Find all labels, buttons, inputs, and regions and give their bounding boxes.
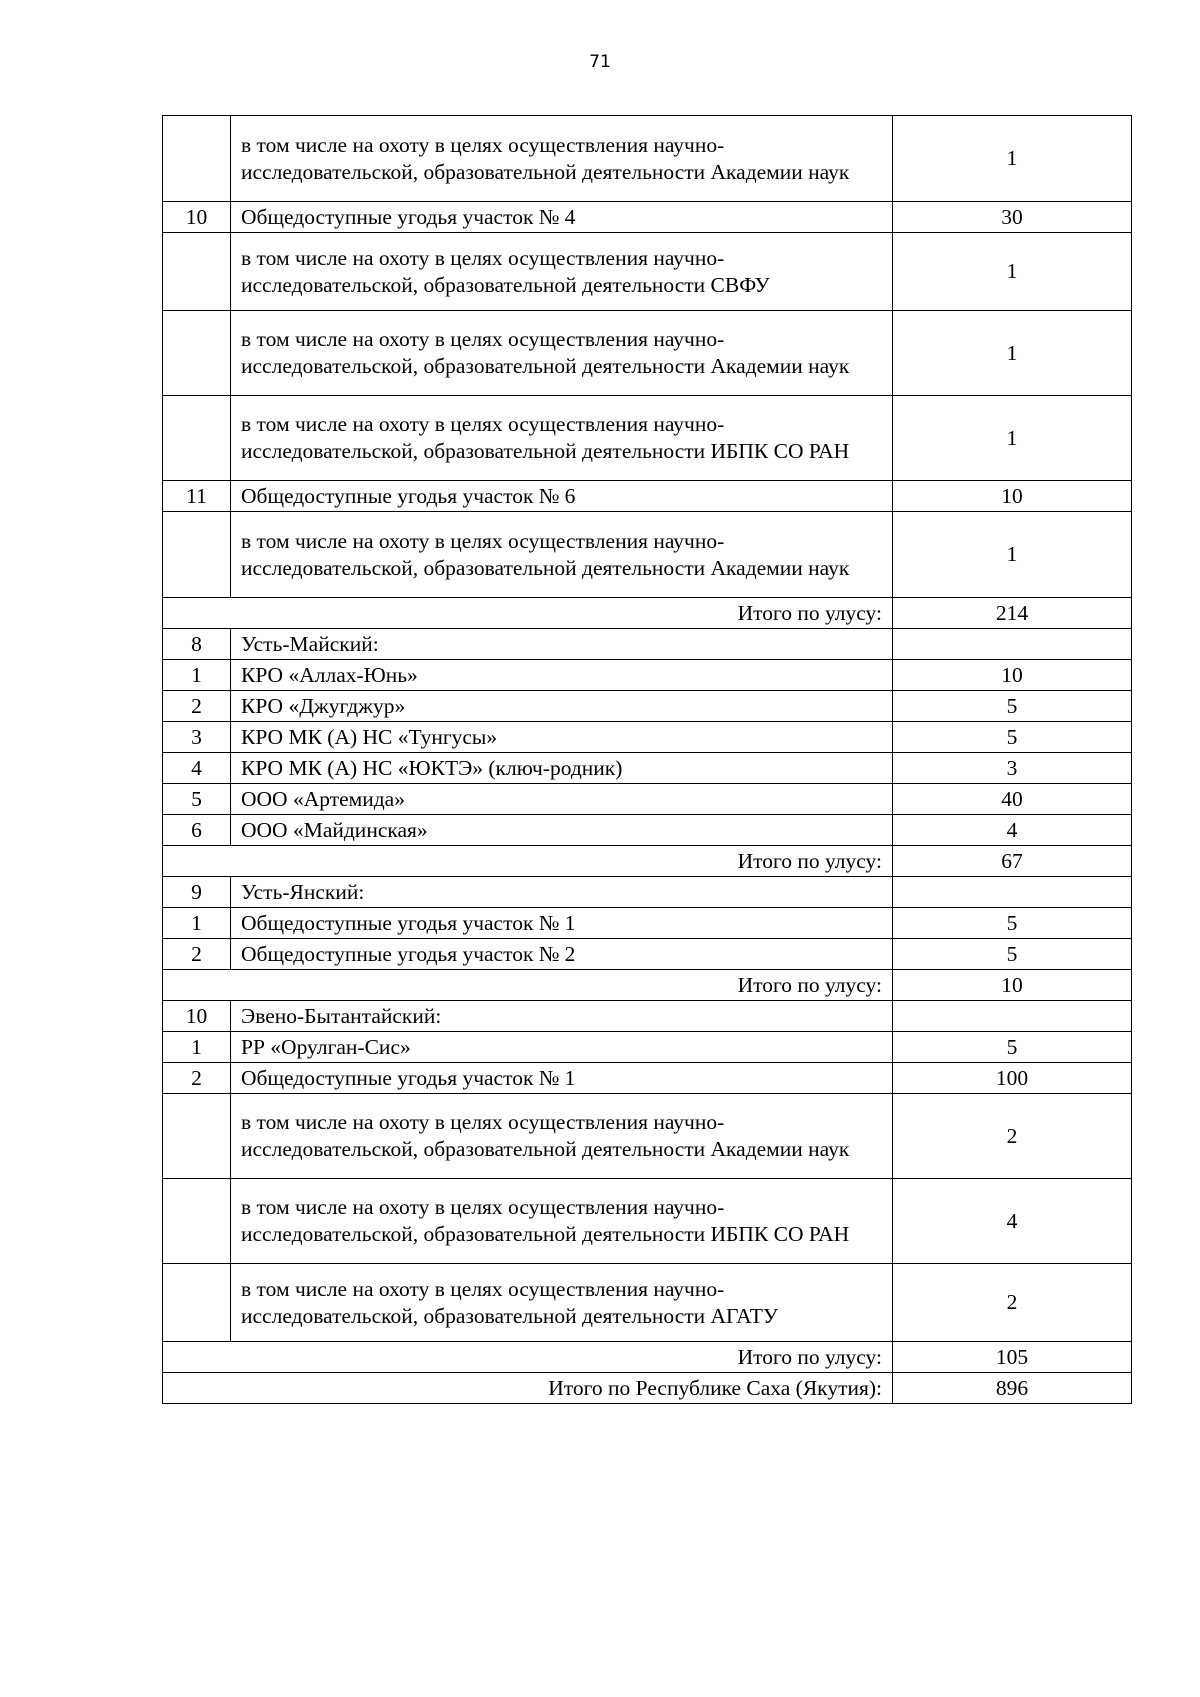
table-row	[163, 1001, 1132, 1032]
total-label: Итого по улусу:	[163, 1342, 893, 1373]
row-value: 5	[893, 722, 1132, 753]
row-number: 4	[163, 753, 231, 784]
row-number	[163, 1094, 231, 1179]
row-name: Общедоступные угодья участок № 6	[231, 481, 893, 512]
total-value: 105	[893, 1342, 1132, 1373]
row-number: 10	[163, 202, 231, 233]
page-number: 71	[589, 52, 611, 72]
row-value: 30	[893, 202, 1132, 233]
row-value: 1	[893, 116, 1132, 202]
row-name: в том числе на охоту в целях осуществления научно-исследовательской, образовательной деятельности Академии наук	[231, 512, 893, 598]
row-name: в том числе на охоту в целях осуществления научно-исследовательской, образовательной деятельности СВФУ	[231, 233, 893, 311]
total-value: 67	[893, 846, 1132, 877]
table-row	[163, 877, 1132, 908]
table-row	[163, 691, 1132, 722]
row-name: КРО «Аллах-Юнь»	[231, 660, 893, 691]
table-row	[163, 722, 1132, 753]
table-row	[163, 512, 1132, 598]
table-row	[163, 939, 1132, 970]
row-name: в том числе на охоту в целях осуществления научно-исследовательской, образовательной деятельности Академии наук	[231, 1094, 893, 1179]
row-number	[163, 512, 231, 598]
row-number	[163, 233, 231, 311]
row-number: 6	[163, 815, 231, 846]
row-value: 4	[893, 815, 1132, 846]
row-name: Усть-Майский:	[231, 629, 893, 660]
row-number: 5	[163, 784, 231, 815]
total-row	[163, 598, 1132, 629]
table-row	[163, 1094, 1132, 1179]
row-name: в том числе на охоту в целях осуществления научно-исследовательской, образовательной деятельности ИБПК СО РАН	[231, 1179, 893, 1264]
row-number	[163, 1264, 231, 1342]
row-value: 4	[893, 1179, 1132, 1264]
row-name: в том числе на охоту в целях осуществления научно-исследовательской, образовательной деятельности Академии наук	[231, 116, 893, 202]
total-row	[163, 846, 1132, 877]
row-value: 5	[893, 691, 1132, 722]
row-name: РР «Орулган-Сис»	[231, 1032, 893, 1063]
table-row	[163, 629, 1132, 660]
table-body	[163, 116, 1132, 1404]
table-row	[163, 1032, 1132, 1063]
row-name: Общедоступные угодья участок № 2	[231, 939, 893, 970]
table-row	[163, 116, 1132, 202]
row-number: 1	[163, 660, 231, 691]
total-value: 896	[893, 1373, 1132, 1404]
table-row	[163, 753, 1132, 784]
table-row	[163, 1179, 1132, 1264]
row-value: 1	[893, 311, 1132, 396]
row-number	[163, 311, 231, 396]
row-number: 2	[163, 691, 231, 722]
row-name: ООО «Артемида»	[231, 784, 893, 815]
total-value: 214	[893, 598, 1132, 629]
row-name: Эвено-Бытантайский:	[231, 1001, 893, 1032]
table-row	[163, 202, 1132, 233]
table-row	[163, 660, 1132, 691]
row-value: 40	[893, 784, 1132, 815]
total-label: Итого по улусу:	[163, 846, 893, 877]
table-row	[163, 396, 1132, 481]
row-name: в том числе на охоту в целях осуществления научно-исследовательской, образовательной деятельности ИБПК СО РАН	[231, 396, 893, 481]
row-value: 1	[893, 512, 1132, 598]
row-name: Усть-Янский:	[231, 877, 893, 908]
table-row	[163, 233, 1132, 311]
row-number: 2	[163, 939, 231, 970]
row-value: 10	[893, 481, 1132, 512]
row-value: 5	[893, 1032, 1132, 1063]
row-name: Общедоступные угодья участок № 4	[231, 202, 893, 233]
total-row	[163, 1342, 1132, 1373]
row-number: 9	[163, 877, 231, 908]
total-label: Итого по Республике Саха (Якутия):	[163, 1373, 893, 1404]
row-name: КРО МК (А) НС «ЮКТЭ» (ключ-родник)	[231, 753, 893, 784]
row-name: КРО МК (А) НС «Тунгусы»	[231, 722, 893, 753]
row-value: 5	[893, 908, 1132, 939]
row-value: 1	[893, 233, 1132, 311]
row-value: 10	[893, 660, 1132, 691]
table-row	[163, 908, 1132, 939]
row-number: 11	[163, 481, 231, 512]
table-row	[163, 311, 1132, 396]
row-number	[163, 1179, 231, 1264]
row-value: 3	[893, 753, 1132, 784]
table-row	[163, 1264, 1132, 1342]
row-value	[893, 629, 1132, 660]
row-number	[163, 396, 231, 481]
total-row	[163, 970, 1132, 1001]
total-label: Итого по улусу:	[163, 970, 893, 1001]
total-label: Итого по улусу:	[163, 598, 893, 629]
table-row	[163, 1063, 1132, 1094]
row-value: 1	[893, 396, 1132, 481]
row-number: 3	[163, 722, 231, 753]
total-row	[163, 1373, 1132, 1404]
row-number: 1	[163, 908, 231, 939]
row-name: КРО «Джугджур»	[231, 691, 893, 722]
row-value: 2	[893, 1264, 1132, 1342]
row-name: Общедоступные угодья участок № 1	[231, 908, 893, 939]
hunting-quota-table	[162, 115, 1132, 1404]
row-number: 8	[163, 629, 231, 660]
table-row	[163, 815, 1132, 846]
row-name: в том числе на охоту в целях осуществления научно-исследовательской, образовательной деятельности Академии наук	[231, 311, 893, 396]
row-number: 10	[163, 1001, 231, 1032]
total-value: 10	[893, 970, 1132, 1001]
row-value: 2	[893, 1094, 1132, 1179]
row-value	[893, 877, 1132, 908]
table-row	[163, 784, 1132, 815]
row-name: ООО «Майдинская»	[231, 815, 893, 846]
row-name: в том числе на охоту в целях осуществления научно-исследовательской, образовательной деятельности АГАТУ	[231, 1264, 893, 1342]
row-name: Общедоступные угодья участок № 1	[231, 1063, 893, 1094]
row-number: 2	[163, 1063, 231, 1094]
row-number: 1	[163, 1032, 231, 1063]
row-value	[893, 1001, 1132, 1032]
row-value: 5	[893, 939, 1132, 970]
row-number	[163, 116, 231, 202]
table-row	[163, 481, 1132, 512]
row-value: 100	[893, 1063, 1132, 1094]
